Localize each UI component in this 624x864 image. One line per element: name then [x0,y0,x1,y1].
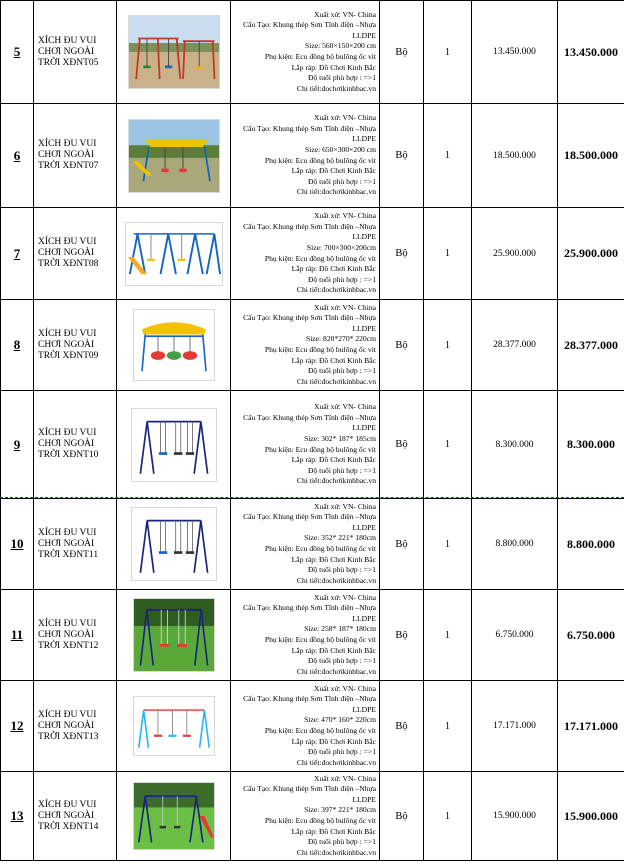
spec-line: Độ tuổi phù hợp : =>1 [307,837,376,847]
spec-line: Chi tiết:đochơikinhbac.vn [296,575,376,585]
product-name-line: TRỜI XĐNT11 [38,549,99,560]
product-spec-cell [231,681,380,772]
spec-line: Lắp ráp: Đồ Chơi Kinh Bắc [291,62,376,72]
spec-line: Cấu Tạo: Khung thép Sơn Tĩnh điện –Nhựa [243,221,376,231]
spec-line: LLDPE [352,522,376,532]
unit-price-cell: 8.300.000 [472,391,558,499]
product-spec-cell [231,104,380,208]
product-name-line: CHƠI NGOÀI [38,150,95,160]
product-name-cell [34,499,117,590]
total-price-cell: 8.800.000 [558,499,624,590]
spec-line: Chi tiết:đochơikinhbac.vn [296,666,376,676]
product-name-cell [34,104,117,208]
playground-swing-set-photo [128,15,220,89]
product-name-cell [34,1,117,104]
spec-line: Size: 397* 221* 180cm [304,805,376,815]
spec-line: Size: 352* 221* 180cm [304,533,376,543]
product-name-cell [34,590,117,681]
spec-line: Cấu Tạo: Khung thép Sơn Tĩnh điện –Nhựa [243,123,376,133]
row-number: 11 [10,627,24,642]
spec-line: Phụ kiện: Ecu đồng bộ bulông ốc vít [264,345,376,354]
product-name-line: XÍCH ĐU VUI [38,709,97,720]
product-name-line: TRỜI XĐNT08 [38,259,99,269]
product-name-line: XÍCH ĐU VUI [38,139,97,149]
quantity-cell: 1 [424,391,472,499]
row-number: 13 [10,808,24,823]
product-name-line: CHƠI NGOÀI [38,720,95,731]
spec-line: Phụ kiện: Ecu đồng bộ bulông ốc vít [264,726,376,735]
product-name-line: CHƠI NGOÀI [38,810,95,821]
spec-line: Chi tiết:đochơikinhbac.vn [296,376,376,386]
spec-line: Độ tuổi phù hợp : =>1 [307,274,376,284]
triple-frame-swing-illustration [125,222,223,286]
spec-line: Xuất xứ: VN- China [314,501,376,511]
spec-line: Cấu Tạo: Khung thép Sơn Tĩnh điện –Nhựa [243,313,376,323]
product-name-line: XÍCH ĐU VUI [38,799,97,810]
quantity-cell: 1 [424,590,472,681]
spec-line: Size: 560×150×200 cm [305,41,376,51]
product-image-cell [117,772,231,861]
table-row [1,772,624,861]
spec-line: LLDPE [352,794,376,804]
product-name-line: CHƠI NGOÀI [38,248,95,258]
row-number: 6 [13,147,21,163]
product-name-cell [34,681,117,772]
row-number-cell [1,300,34,391]
spec-line: Xuất xứ: VN- China [314,211,376,221]
table-row [1,104,624,208]
spec-line: Size: 302* 187* 185cm [304,433,376,443]
product-name-line: TRỜI XĐNT07 [38,161,99,171]
product-name-line: CHƠI NGOÀI [38,339,95,350]
unit-cell: Bộ [380,499,424,590]
spec-line: Chi tiết:đochơikinhbac.vn [296,757,376,767]
unit-cell: Bộ [380,300,424,391]
total-price-cell: 6.750.000 [558,590,624,681]
row-number-cell [1,590,34,681]
spec-line: Xuất xứ: VN- China [314,302,376,312]
spec-line: Lắp ráp: Đồ Chơi Kinh Bắc [291,826,376,836]
row-number: 8 [13,337,21,352]
product-spec-cell [231,300,380,391]
table-row [1,208,624,300]
product-spec-cell [231,772,380,861]
spec-line: Cấu Tạo: Khung thép Sơn Tĩnh điện –Nhựa [243,512,376,522]
quantity-cell: 1 [424,499,472,590]
spec-line: Xuất xứ: VN- China [314,773,376,783]
unit-cell: Bộ [380,590,424,681]
product-name-line: XÍCH ĐU VUI [38,35,97,46]
product-name-line: XÍCH ĐU VUI [38,527,97,538]
quantity-cell: 1 [424,208,472,300]
row-number: 9 [13,436,21,452]
unit-cell: Bộ [380,104,424,208]
spec-line: Lắp ráp: Đồ Chơi Kinh Bắc [291,645,376,655]
spec-line: Độ tuổi phù hợp : =>1 [307,176,376,186]
product-name-line: TRỜI XĐNT13 [38,731,99,742]
table-row [1,499,624,590]
product-name-line: TRỜI XĐNT09 [38,350,99,361]
product-name-line: TRỜI XĐNT10 [38,450,99,460]
product-name-line: TRỜI XĐNT12 [38,640,99,651]
product-name-cell [34,391,117,499]
total-price-cell: 17.171.000 [558,681,624,772]
quantity-cell: 1 [424,1,472,104]
spec-line: Chi tiết:đochơikinhbac.vn [296,83,376,93]
spec-line: Phụ kiện: Ecu đồng bộ bulông ốc vít [264,253,376,263]
spec-line: Độ tuổi phù hợp : =>1 [307,565,376,575]
unit-cell: Bộ [380,681,424,772]
product-name-cell [34,300,117,391]
spec-line: Size: 820*270* 220cm [305,334,376,344]
product-image-cell [117,104,231,208]
spec-line: Chi tiết:đochơikinhbac.vn [296,476,376,486]
table-row [1,391,624,499]
canopy-animal-swing-illustration [133,309,215,381]
spec-line: LLDPE [352,704,376,714]
product-image-cell [117,1,231,104]
spec-line: Độ tuổi phù hợp : =>1 [307,366,376,376]
product-name-cell [34,772,117,861]
product-name-line: XÍCH ĐU VUI [38,428,97,438]
spec-line: Độ tuổi phù hợp : =>1 [307,656,376,666]
unit-cell: Bộ [380,391,424,499]
quantity-cell: 1 [424,681,472,772]
spec-line: Phụ kiện: Ecu đồng bộ bulông ốc vít [264,444,376,454]
row-number: 7 [13,245,21,261]
total-price-cell: 13.450.000 [558,1,624,104]
row-number-cell [1,208,34,300]
product-name-line: XÍCH ĐU VUI [38,618,97,629]
product-spec-cell [231,208,380,300]
spec-line: LLDPE [352,423,376,433]
spec-line: Size: 700×300×200cm [306,242,376,252]
a-frame-swing-illustration [131,507,217,581]
product-name-line: XÍCH ĐU VUI [38,328,97,339]
unit-price-cell: 8.800.000 [472,499,558,590]
unit-price-cell: 28.377.000 [472,300,558,391]
page-break-line [0,497,624,498]
product-spec-cell [231,1,380,104]
product-image-cell [117,681,231,772]
spec-line: Cấu Tạo: Khung thép Sơn Tĩnh điện –Nhựa [243,412,376,422]
spec-line: Phụ kiện: Ecu đồng bộ bulông ốc vít [264,635,376,644]
spec-line: Lắp ráp: Đồ Chơi Kinh Bắc [291,355,376,365]
spec-line: Độ tuổi phù hợp : =>1 [307,465,376,475]
product-name-line: CHƠI NGOÀI [38,46,95,57]
unit-cell: Bộ [380,208,424,300]
product-name-cell [34,208,117,300]
spec-line: Size: 650×300×200 cm [305,144,376,154]
row-number: 10 [10,536,24,551]
spec-line: Cấu Tạo: Khung thép Sơn Tĩnh điện –Nhựa [243,20,376,30]
total-price-cell: 18.500.000 [558,104,624,208]
spec-line: Chi tiết:đochơikinhbac.vn [296,285,376,295]
product-name-line: CHƠI NGOÀI [38,439,95,449]
spec-line: Phụ kiện: Ecu đồng bộ bulông ốc vít [264,816,376,825]
unit-price-cell: 25.900.000 [472,208,558,300]
product-image-cell [117,208,231,300]
spec-line: Lắp ráp: Đồ Chơi Kinh Bắc [291,166,376,176]
unit-price-cell: 18.500.000 [472,104,558,208]
spec-line: Xuất xứ: VN- China [314,683,376,693]
spec-line: LLDPE [352,613,376,623]
row-number: 12 [10,718,24,733]
table-row [1,590,624,681]
total-price-cell: 28.377.000 [558,300,624,391]
table-row [1,681,624,772]
spec-line: Xuất xứ: VN- China [314,402,376,412]
product-spec-cell [231,499,380,590]
spec-line: LLDPE [352,30,376,40]
spec-line: Cấu Tạo: Khung thép Sơn Tĩnh điện –Nhựa [243,694,376,704]
spec-line: Xuất xứ: VN- China [314,9,376,19]
product-name-line: TRỜI XĐNT05 [38,57,99,68]
quantity-cell: 1 [424,772,472,861]
spec-line: Cấu Tạo: Khung thép Sơn Tĩnh điện –Nhựa [243,784,376,794]
unit-price-cell: 13.450.000 [472,1,558,104]
row-number-cell [1,681,34,772]
row-number-cell [1,391,34,499]
total-price-cell: 8.300.000 [558,391,624,499]
spec-line: Lắp ráp: Đồ Chơi Kinh Bắc [291,264,376,274]
spec-line: Chi tiết:đochơikinhbac.vn [296,187,376,197]
long-swing-frame-illustration [133,696,215,756]
product-spec-cell [231,590,380,681]
spec-line: Xuất xứ: VN- China [314,113,376,123]
row-number-cell [1,1,34,104]
quantity-cell: 1 [424,104,472,208]
spec-line: Phụ kiện: Ecu đồng bộ bulông ốc vít [264,544,376,553]
table-row [1,300,624,391]
unit-price-cell: 17.171.000 [472,681,558,772]
unit-price-cell: 6.750.000 [472,590,558,681]
spec-line: Xuất xứ: VN- China [314,592,376,602]
swing-slide-on-grass-photo [133,782,215,850]
product-image-cell [117,499,231,590]
spec-line: Lắp ráp: Đồ Chơi Kinh Bắc [291,736,376,746]
total-price-cell: 15.900.000 [558,772,624,861]
spec-line: LLDPE [352,323,376,333]
spec-line: Lắp ráp: Đồ Chơi Kinh Bắc [291,455,376,465]
spec-line: Độ tuổi phù hợp : =>1 [307,73,376,83]
row-number: 5 [13,44,21,59]
spec-line: LLDPE [352,134,376,144]
product-image-cell [117,590,231,681]
a-frame-swing-illustration [131,408,217,482]
unit-price-cell: 15.900.000 [472,772,558,861]
row-number-cell [1,499,34,590]
spec-line: Phụ kiện: Ecu đồng bộ bulông ốc vít [264,52,376,61]
product-name-line: CHƠI NGOÀI [38,629,95,640]
table-row [1,1,624,104]
product-name-line: XÍCH ĐU VUI [38,237,97,247]
spec-line: Chi tiết:đochơikinhbac.vn [296,847,376,857]
spec-line: Cấu Tạo: Khung thép Sơn Tĩnh điện –Nhựa [243,603,376,613]
spec-line: LLDPE [352,232,376,242]
quantity-cell: 1 [424,300,472,391]
swing-on-grass-photo [133,598,215,672]
product-name-line: TRỜI XĐNT14 [38,821,99,832]
spec-line: Phụ kiện: Ecu đồng bộ bulông ốc vít [264,155,376,165]
product-spec-cell [231,391,380,499]
spec-line: Size: 470* 160* 220cm [304,715,376,725]
row-number-cell [1,772,34,861]
total-price-cell: 25.900.000 [558,208,624,300]
row-number-cell [1,104,34,208]
spec-line: Lắp ráp: Đồ Chơi Kinh Bắc [291,554,376,564]
spec-line: Size: 258* 187* 180cm [304,624,376,634]
product-image-cell [117,300,231,391]
spec-line: Độ tuổi phù hợp : =>1 [307,747,376,757]
product-name-line: CHƠI NGOÀI [38,538,95,549]
yellow-swing-slide-photo [128,119,220,193]
unit-cell: Bộ [380,1,424,104]
unit-cell: Bộ [380,772,424,861]
product-image-cell [117,391,231,499]
